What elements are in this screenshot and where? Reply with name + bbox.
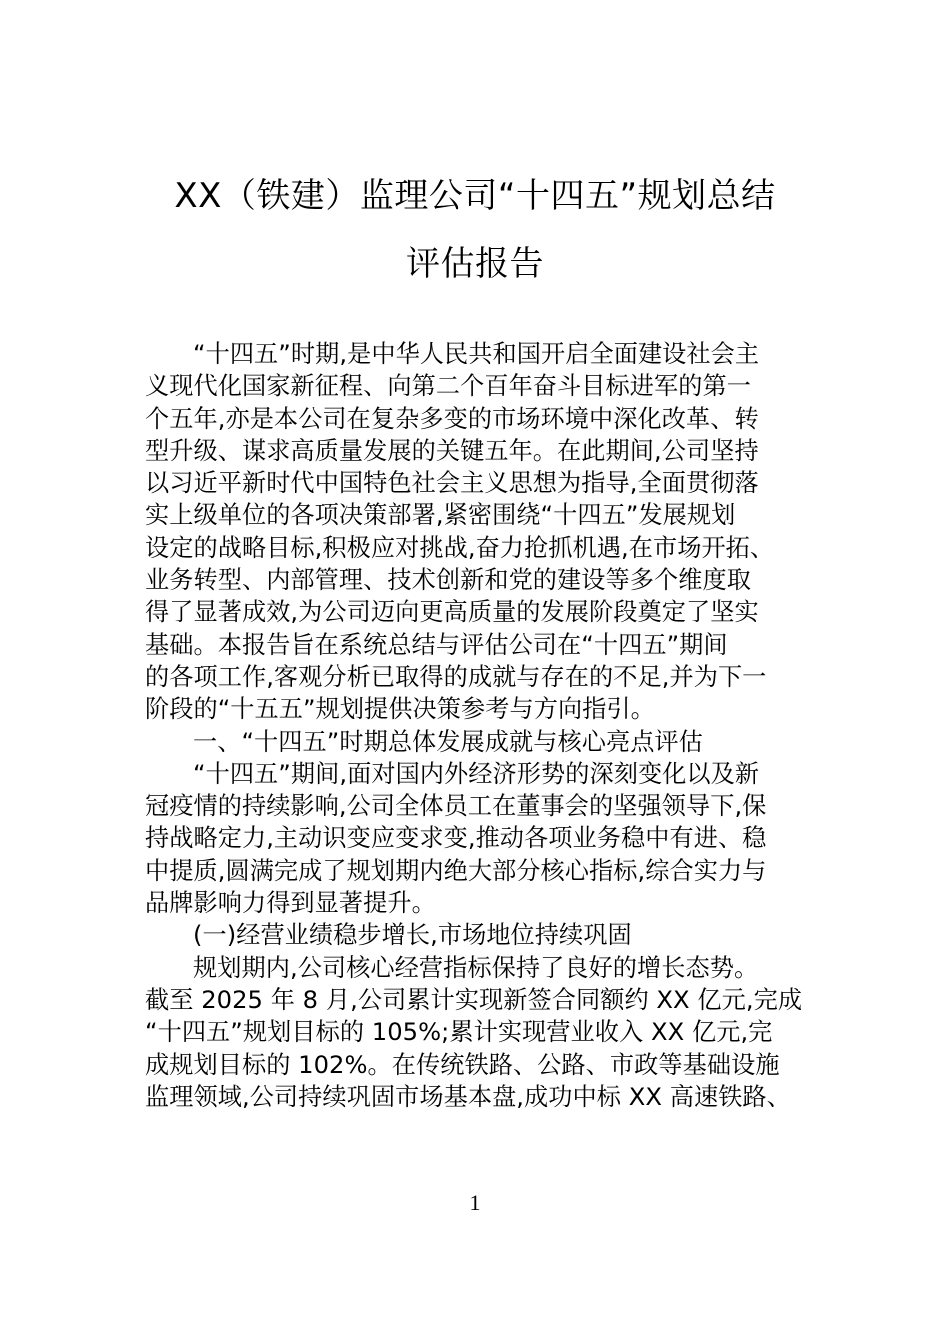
intro-paragraph-line: 个五年,亦是本公司在复杂多变的市场环境中深化改革、转 <box>145 404 759 433</box>
intro-paragraph-line: 实上级单位的各项决策部署,紧密围绕“十四五”发展规划 <box>145 501 736 530</box>
section-heading-1: 一、“十四五”时期总体发展成就与核心亮点评估 <box>193 727 703 756</box>
subsection-1-1-paragraph-line: 截至 2025 年 8 月,公司累计实现新签合同额约 XX 亿元,完成 <box>145 985 803 1014</box>
intro-paragraph-line: 基础。本报告旨在系统总结与评估公司在“十四五”期间 <box>145 630 728 659</box>
section-1-paragraph-line: 品牌影响力得到显著提升。 <box>145 889 436 918</box>
section-1-paragraph-line: 中提质,圆满完成了规划期内绝大部分核心指标,综合实力与 <box>145 856 767 885</box>
subsection-1-1-paragraph-line: 监理领域,公司持续巩固市场基本盘,成功中标 XX 高速铁路、 <box>145 1082 791 1111</box>
document-title-line-1: XX（铁建）监理公司“十四五”规划总结 <box>174 176 776 216</box>
intro-paragraph-line: 义现代化国家新征程、向第二个百年奋斗目标进军的第一 <box>145 372 751 401</box>
document-title-line-2: 评估报告 <box>406 244 544 284</box>
subsection-1-1-paragraph-line: 规划期内,公司核心经营指标保持了良好的增长态势。 <box>193 953 759 982</box>
document-body <box>145 338 810 1113</box>
intro-paragraph-line: 型升级、谋求高质量发展的关键五年。在此期间,公司坚持 <box>145 436 759 465</box>
subsection-heading-1-1: (一)经营业绩稳步增长,市场地位持续巩固 <box>193 921 632 950</box>
intro-paragraph-line: 业务转型、内部管理、技术创新和党的建设等多个维度取 <box>145 566 751 595</box>
page-number: 1 <box>469 1190 481 1215</box>
intro-paragraph-line: 阶段的“十五五”规划提供决策参考与方向指引。 <box>145 695 655 724</box>
intro-paragraph-line: 以习近平新时代中国特色社会主义思想为指导,全面贯彻落 <box>145 469 759 498</box>
subsection-1-1-paragraph-line: “十四五”规划目标的 105%;累计实现营业收入 XX 亿元,完 <box>145 1018 773 1047</box>
subsection-1-1-paragraph-line: 成规划目标的 102%。在传统铁路、公路、市政等基础设施 <box>145 1050 780 1079</box>
section-1-paragraph-line: 冠疫情的持续影响,公司全体员工在董事会的坚强领导下,保 <box>145 792 767 821</box>
section-1-paragraph-line: 持战略定力,主动识变应变求变,推动各项业务稳中有进、稳 <box>145 824 767 853</box>
intro-paragraph-line: 得了显著成效,为公司迈向更高质量的发展阶段奠定了坚实 <box>145 598 759 627</box>
intro-paragraph-line: “十四五”时期,是中华人民共和国开启全面建设社会主 <box>193 340 760 368</box>
section-1-paragraph-line: “十四五”期间,面对国内外经济形势的深刻变化以及新 <box>193 759 760 788</box>
intro-paragraph-line: 设定的战略目标,积极应对挑战,奋力抢抓机遇,在市场开拓、 <box>145 533 775 562</box>
intro-paragraph-line: 的各项工作,客观分析已取得的成就与存在的不足,并为下一 <box>145 662 767 691</box>
